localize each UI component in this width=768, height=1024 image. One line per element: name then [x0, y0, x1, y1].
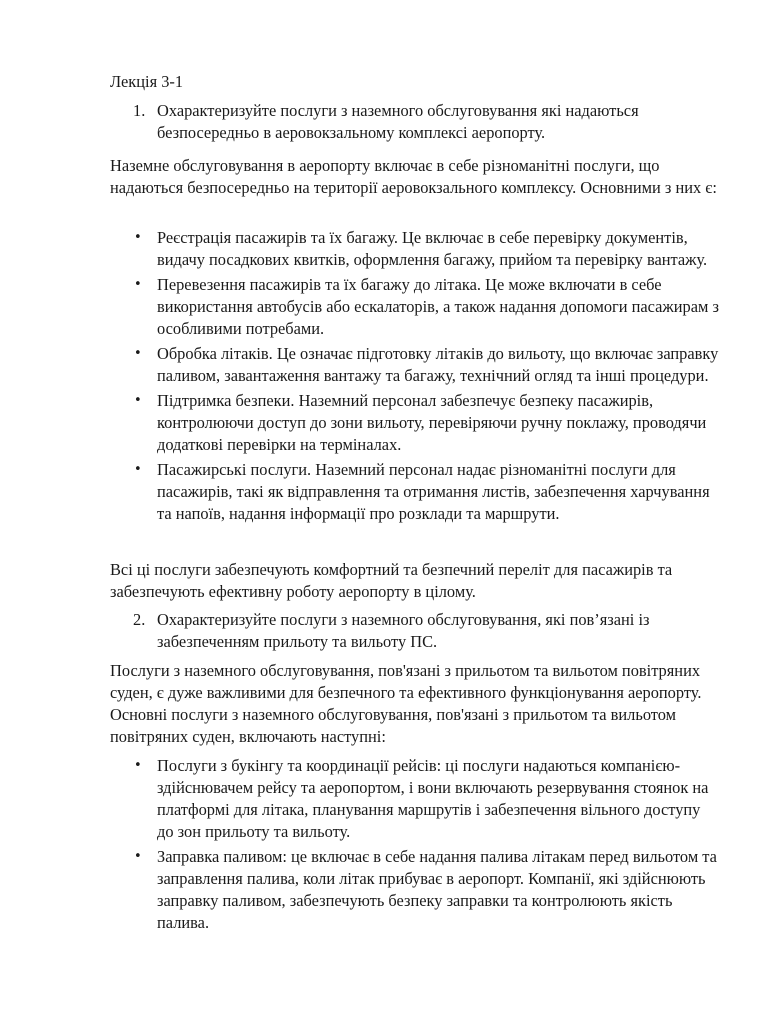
bullet-icon: • — [134, 230, 142, 245]
question-number: 1. — [133, 101, 146, 120]
list-item-text: Послуги з букінгу та координації рейсів: ці послуги надаються компанією-здійснювачем рейсу та аеропортом, і вони включають резервування стоянок на платформі для літака, планування маршрутів і забезпечення вільного доступу до зон прильоту та вильоту. — [157, 756, 709, 841]
list-item — [110, 227, 720, 271]
list-item-text: Обробка літаків. Це означає підготовку літаків до вильоту, що включає заправку паливом, завантаження вантажу та багажу, технічний огляд та інші процедури. — [157, 344, 719, 385]
section-1-conclusion: Всі ці послуги забезпечують комфортний та безпечний переліт для пасажирів та забезпечують ефективну роботу аеропорту в цілому. — [110, 560, 673, 601]
list-item — [110, 390, 720, 456]
section-1-bullet-list — [110, 227, 720, 528]
question-text: Охарактеризуйте послуги з наземного обслуговування які надаються безпосередньо в аеровокзальному комплексі аеропорту. — [157, 101, 639, 142]
list-item — [110, 459, 720, 525]
section-2-intro: Послуги з наземного обслуговування, пов'язані з прильотом та вильотом повітряних суден, є дуже важливими для безпечного та ефективного функціонування аеропорту. Основні послуги з наземного обслуговування, пов'язані з прильотом та вильотом повітряних суден, включають наступні: — [110, 661, 702, 746]
list-item-text: Перевезення пасажирів та їх багажу до літака. Це може включати в себе використання автобусів або ескалаторів, а також надання допомоги пасажирам з особливими потребами. — [157, 275, 719, 338]
question-2 — [110, 609, 710, 653]
bullet-icon: • — [134, 393, 142, 408]
list-item-text: Заправка паливом: це включає в себе надання палива літакам перед вильотом та заправлення палива, коли літак прибуває в аеропорт. Компанії, які здійснюють заправку паливом, забезпечують безпеку заправки та контролюють якість палива. — [157, 847, 717, 932]
bullet-icon: • — [134, 277, 142, 292]
bullet-icon: • — [134, 758, 142, 773]
bullet-icon: • — [134, 849, 142, 864]
section-1-intro: Наземне обслуговування в аеропорту включає в себе різноманітні послуги, що надаються безпосередньо на території аеровокзального комплексу. Основними з них є: — [110, 156, 717, 197]
lecture-title: Лекція 3-1 — [110, 72, 184, 91]
list-item-text: Підтримка безпеки. Наземний персонал забезпечує безпеку пасажирів, контролюючи доступ до зони вильоту, перевіряючи ручну поклажу, проводячи додаткові перевірки на терміналах. — [157, 391, 707, 454]
list-item — [110, 343, 720, 387]
list-item — [110, 274, 720, 340]
list-item-text: Реєстрація пасажирів та їх багажу. Це включає в себе перевірку документів, видачу посадкових квитків, оформлення багажу, прийом та перевірку вантажу. — [157, 228, 708, 269]
question-text: Охарактеризуйте послуги з наземного обслуговування, які пов’язані із забезпеченням прильоту та вильоту ПС. — [157, 610, 650, 651]
list-item — [110, 846, 720, 934]
list-item-text: Пасажирські послуги. Наземний персонал надає різноманітні послуги для пасажирів, такі як відправлення та отримання листів, забезпечення харчування та напоїв, надання інформації про розклади та маршрути. — [157, 460, 710, 523]
question-1 — [110, 100, 710, 144]
section-2-bullet-list — [110, 755, 720, 937]
list-item — [110, 755, 720, 843]
bullet-icon: • — [134, 462, 142, 477]
bullet-icon: • — [134, 346, 142, 361]
question-number: 2. — [133, 610, 146, 629]
